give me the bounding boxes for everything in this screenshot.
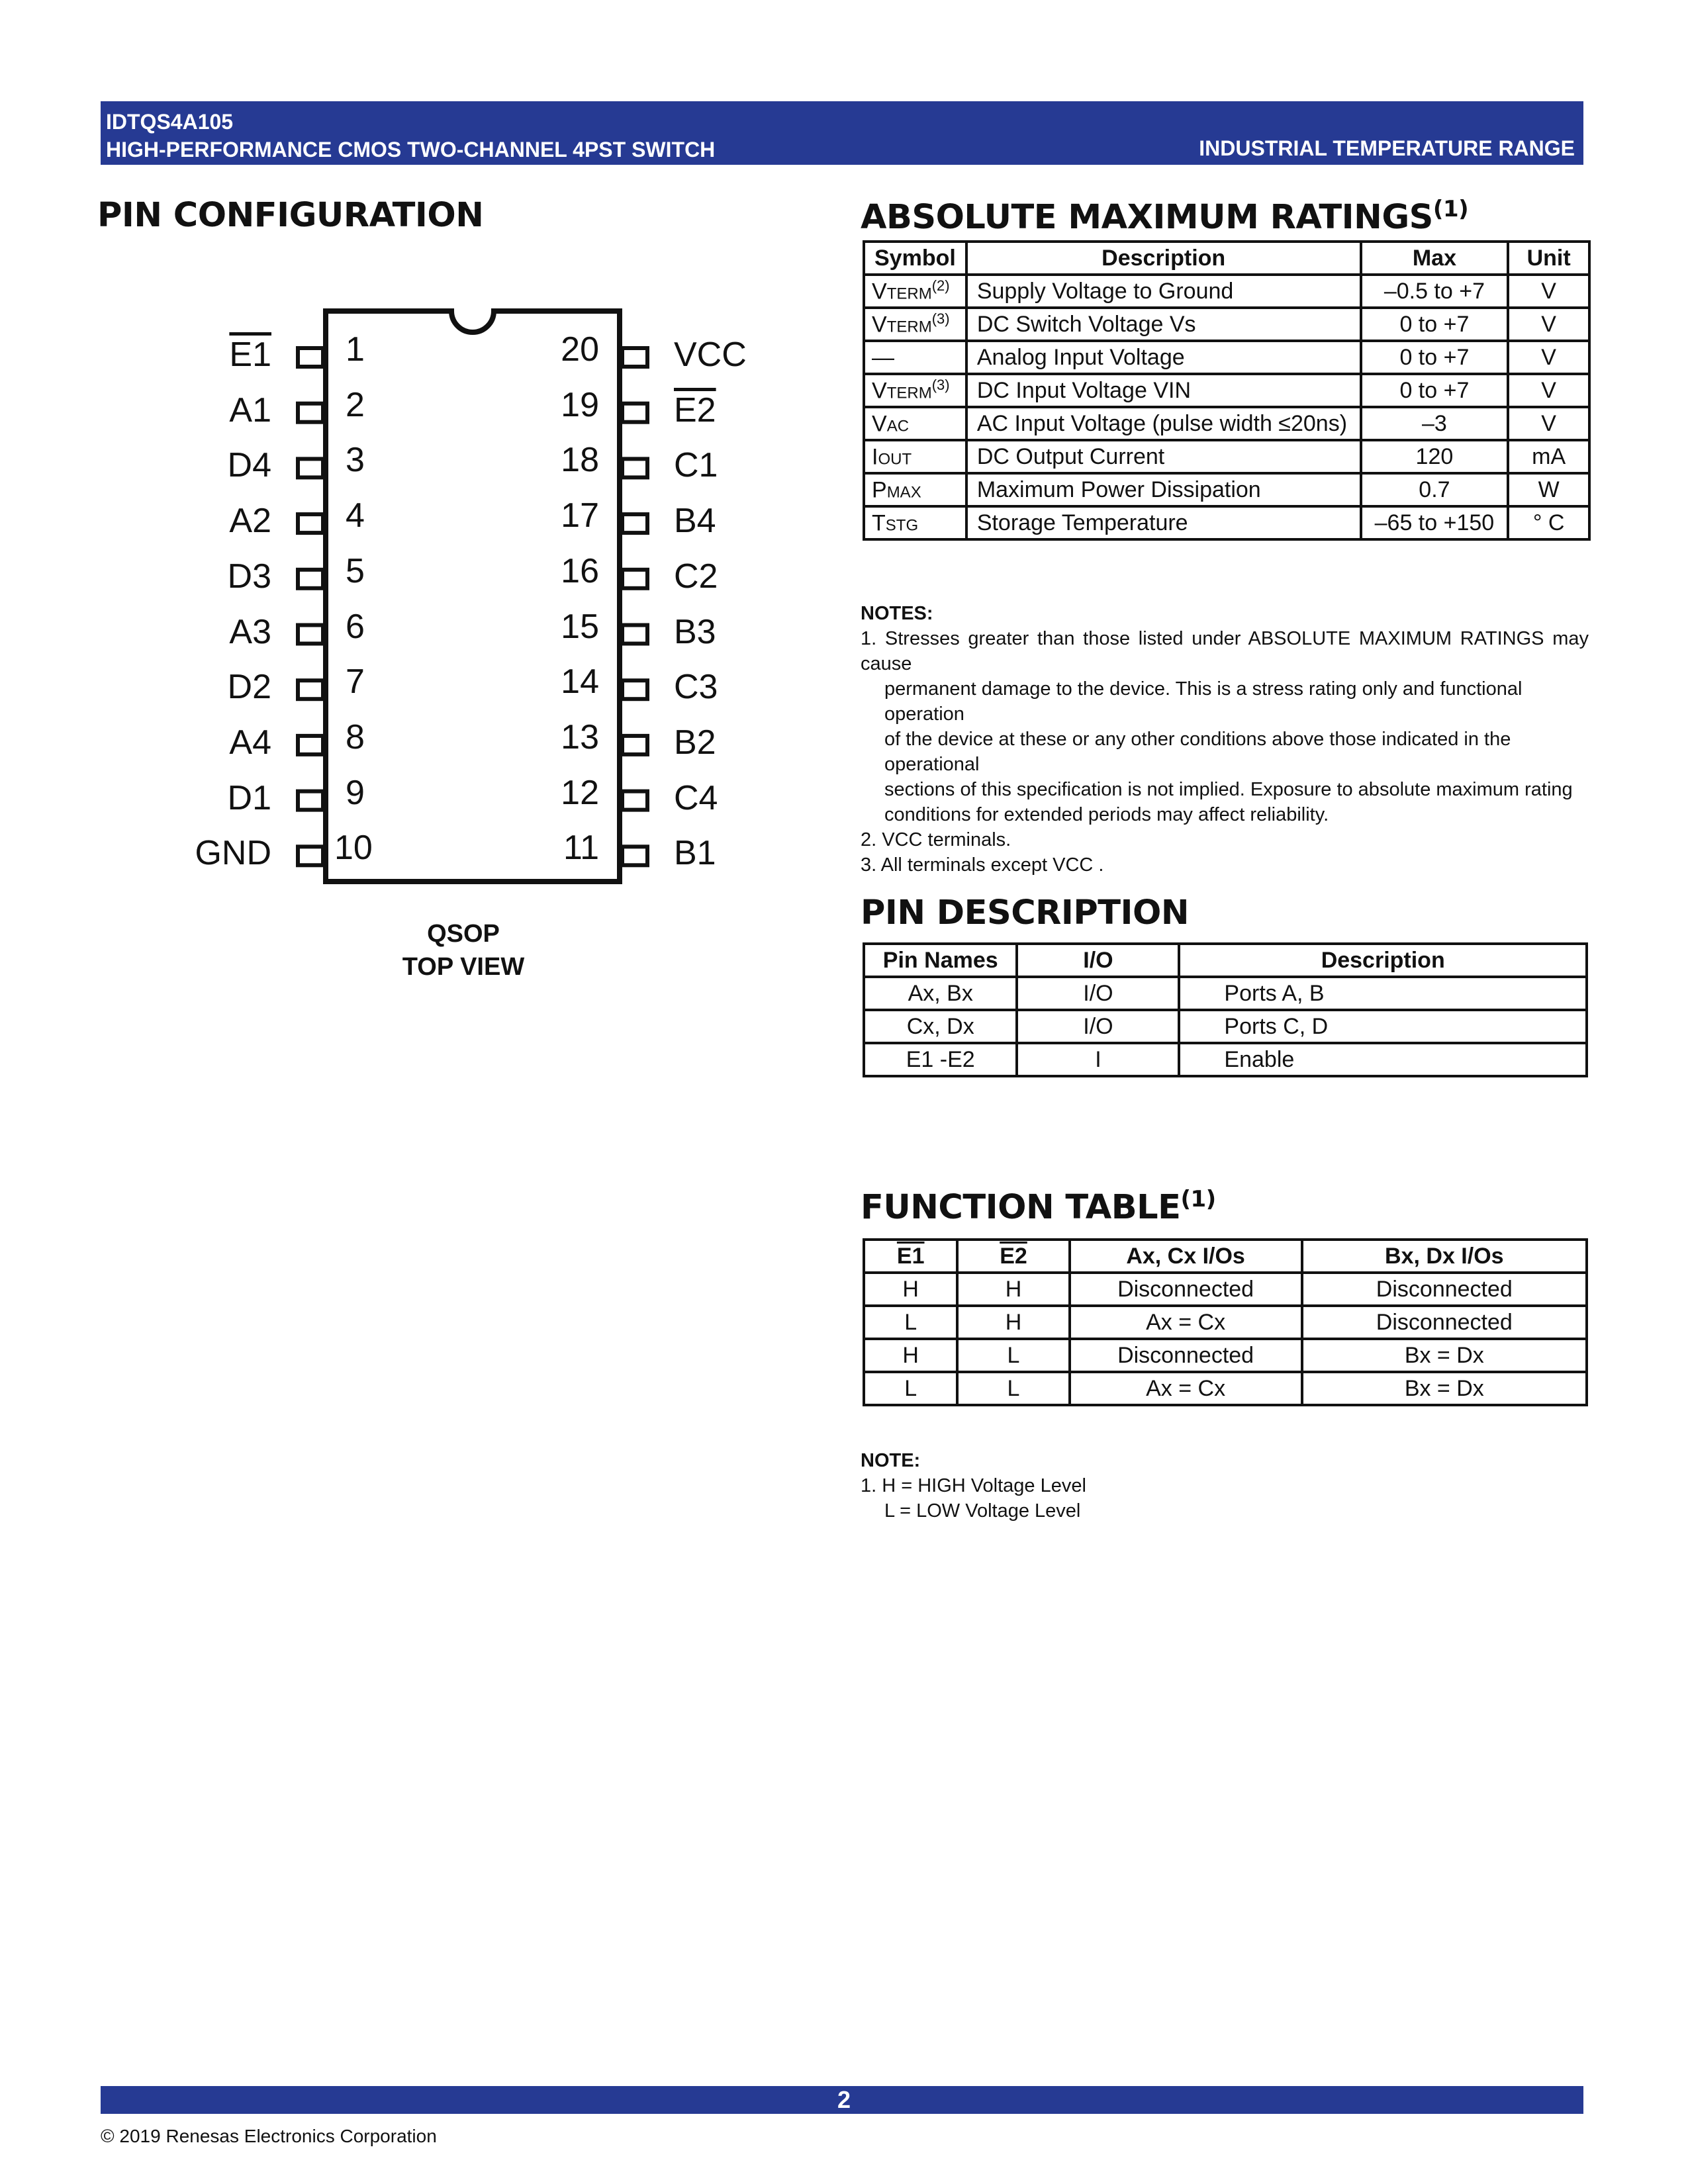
pin-name-right: VCC <box>674 336 747 374</box>
table-row <box>864 473 1589 506</box>
amr-header: Symbol <box>864 242 966 275</box>
func-cell: Ax = Cx <box>1070 1306 1302 1339</box>
note-line: 3. All terminals except VCC . <box>861 854 1104 876</box>
note-line: of the device at these or any other conditions above those indicated in the operational <box>884 729 1511 775</box>
document-title: HIGH-PERFORMANCE CMOS TWO-CHANNEL 4PST SWITCH <box>106 138 716 161</box>
pin-io: I/O <box>1017 977 1179 1010</box>
pin-name-left: D1 <box>227 778 271 817</box>
func-cell: H <box>864 1339 957 1372</box>
func-cell: L <box>864 1306 957 1339</box>
symbol-cell: PMAX <box>864 473 966 506</box>
table-row <box>864 1043 1587 1076</box>
pin-desc-header-row <box>864 944 1587 977</box>
pin-stub <box>622 570 647 588</box>
pin-stub <box>622 514 647 533</box>
func-cell: Disconnected <box>1302 1306 1587 1339</box>
description-cell: Analog Input Voltage <box>966 341 1361 374</box>
symbol-cell: TSTG <box>864 506 966 539</box>
pin-desc-header: I/O <box>1017 944 1179 977</box>
func-cell: Disconnected <box>1070 1339 1302 1372</box>
symbol-cell: VTERM$^{(2)}$ <box>864 275 966 308</box>
func-header-e1: E1 <box>864 1240 957 1273</box>
pin-stub <box>298 348 323 367</box>
unit-cell: V <box>1508 341 1589 374</box>
pin-name-right: B2 <box>674 723 716 762</box>
note-title: NOTE: <box>861 1450 921 1471</box>
max-cell: 0 to +7 <box>1361 374 1509 407</box>
temperature-range: INDUSTRIAL TEMPERATURE RANGE <box>1199 136 1575 160</box>
func-cell: L <box>957 1372 1069 1405</box>
table-row <box>864 440 1589 473</box>
unit-cell: W <box>1508 473 1589 506</box>
amr-header: Unit <box>1508 242 1589 275</box>
pin-description: Enable <box>1179 1043 1587 1076</box>
amr-header: Description <box>966 242 1361 275</box>
table-row <box>864 1339 1587 1372</box>
symbol-cell: VTERM$^{(3)}$ <box>864 374 966 407</box>
pin-stub <box>298 459 323 477</box>
pin-stub <box>298 792 323 810</box>
pin-number-right: 17 <box>561 496 599 535</box>
table-row <box>864 1010 1587 1043</box>
unit-cell: mA <box>1508 440 1589 473</box>
table-row <box>864 1273 1587 1306</box>
pin-name: Ax, Bx <box>864 977 1017 1010</box>
description-cell: AC Input Voltage (pulse width ≤20ns) <box>966 407 1361 440</box>
pin-number-left: 3 <box>346 441 365 480</box>
pin-name-left: A4 <box>229 723 271 762</box>
pin-number-right: 16 <box>561 551 599 590</box>
pin-stub <box>622 846 647 865</box>
note-line: conditions for extended periods may affect reliability. <box>884 804 1329 825</box>
pin-number-left: 6 <box>346 607 365 646</box>
pin-desc-header: Description <box>1179 944 1587 977</box>
pin-stub <box>622 680 647 699</box>
pin-config-title: PIN CONFIGURATION <box>97 196 484 235</box>
amr-table <box>863 240 1591 541</box>
func-cell: L <box>864 1372 957 1405</box>
table-row <box>864 1372 1587 1405</box>
table-row <box>864 374 1589 407</box>
unit-cell: ° C <box>1508 506 1589 539</box>
amr-title: ABSOLUTE MAXIMUM RATINGS$^{(1)}$ <box>861 196 1469 237</box>
func-cell: H <box>864 1273 957 1306</box>
pin-number-right: 18 <box>561 441 599 480</box>
pin-number-left: 9 <box>346 773 365 812</box>
func-header: Bx, Dx I/Os <box>1302 1240 1587 1273</box>
amr-header: Max <box>1361 242 1509 275</box>
notes-title: NOTES: <box>861 603 933 624</box>
pin-stub <box>298 680 323 699</box>
unit-cell: V <box>1508 407 1589 440</box>
pin-stub <box>298 404 323 422</box>
func-cell: Bx = Dx <box>1302 1339 1587 1372</box>
pin-stub <box>298 514 323 533</box>
note-line: 1. H = HIGH Voltage Level <box>861 1475 1086 1496</box>
pin-name-left: D2 <box>227 668 271 707</box>
pin-number-right: 20 <box>561 330 599 369</box>
amr-header-row <box>864 242 1589 275</box>
func-notes <box>861 1448 1086 1524</box>
pin-number-right: 11 <box>563 829 599 868</box>
pin-description: Ports A, B <box>1179 977 1587 1010</box>
pin-stub <box>622 404 647 422</box>
pin-name-left: D4 <box>227 446 271 485</box>
note-line: 2. VCC terminals. <box>861 829 1011 850</box>
description-cell: DC Switch Voltage Vs <box>966 308 1361 341</box>
pin-number-left: 5 <box>346 551 365 590</box>
pin-stub <box>622 459 647 477</box>
pin-number-left: 4 <box>346 496 365 535</box>
func-cell: H <box>957 1273 1069 1306</box>
pin-stub <box>622 625 647 644</box>
page-number: 2 <box>837 2086 851 2113</box>
pin-name-left: A2 <box>229 502 271 541</box>
function-table <box>863 1238 1588 1406</box>
pin-number-right: 12 <box>561 773 599 812</box>
max-cell: 0 to +7 <box>1361 341 1509 374</box>
description-cell: DC Output Current <box>966 440 1361 473</box>
max-cell: –3 <box>1361 407 1509 440</box>
max-cell: –0.5 to +7 <box>1361 275 1509 308</box>
description-cell: Storage Temperature <box>966 506 1361 539</box>
description-cell: DC Input Voltage VIN <box>966 374 1361 407</box>
symbol-cell: — <box>864 341 966 374</box>
pin-number-right: 14 <box>561 662 599 702</box>
pin-desc-title: PIN DESCRIPTION <box>861 893 1190 933</box>
pin-description: Ports C, D <box>1179 1010 1587 1043</box>
pin-number-left: 8 <box>346 717 365 756</box>
func-table-title: FUNCTION TABLE$^{(1)}$ <box>861 1186 1216 1227</box>
note-line: L = LOW Voltage Level <box>884 1500 1081 1522</box>
symbol-cell: VAC <box>864 407 966 440</box>
package-label: QSOP <box>427 920 500 948</box>
table-row <box>864 407 1589 440</box>
table-row <box>864 1306 1587 1339</box>
pin-number-right: 13 <box>561 717 599 756</box>
part-number: IDTQS4A105 <box>106 110 234 134</box>
view-label: TOP VIEW <box>402 953 525 981</box>
table-row <box>864 506 1589 539</box>
pin-name-left: E1 <box>229 336 271 374</box>
max-cell: 120 <box>1361 440 1509 473</box>
func-header: Ax, Cx I/Os <box>1070 1240 1302 1273</box>
pin-number-right: 19 <box>561 385 599 424</box>
symbol-cell: VTERM$^{(3)}$ <box>864 308 966 341</box>
note-line: 1. Stresses greater than those listed under ABSOLUTE MAXIMUM RATINGS may cause <box>861 628 1589 674</box>
pin-desc-table <box>863 942 1588 1077</box>
pin-stub <box>622 736 647 754</box>
copyright: © 2019 Renesas Electronics Corporation <box>101 2126 437 2146</box>
pin-name-right: B3 <box>674 612 716 651</box>
symbol-cell: IOUT <box>864 440 966 473</box>
func-cell: Disconnected <box>1302 1273 1587 1306</box>
pin-io: I/O <box>1017 1010 1179 1043</box>
pin-stub <box>622 792 647 810</box>
pin-stub <box>298 846 323 865</box>
note-line: sections of this specification is not implied. Exposure to absolute maximum rating <box>884 779 1573 800</box>
pin-stub <box>298 570 323 588</box>
pin-stub <box>298 625 323 644</box>
pin-name: E1 -E2 <box>864 1043 1017 1076</box>
pin-name-right: C3 <box>674 668 718 707</box>
pin-name-right: C1 <box>674 446 718 485</box>
func-header-e2: E2 <box>957 1240 1069 1273</box>
table-row <box>864 275 1589 308</box>
pin-name-right: E2 <box>674 390 716 430</box>
pin-stub <box>298 736 323 754</box>
func-cell: L <box>957 1339 1069 1372</box>
pin-io: I <box>1017 1043 1179 1076</box>
pin-number-left: 7 <box>346 662 365 702</box>
func-cell: H <box>957 1306 1069 1339</box>
pin-number-left: 2 <box>346 385 365 424</box>
func-cell: Disconnected <box>1070 1273 1302 1306</box>
pin-name: Cx, Dx <box>864 1010 1017 1043</box>
amr-notes <box>861 601 1589 878</box>
unit-cell: V <box>1508 308 1589 341</box>
max-cell: 0.7 <box>1361 473 1509 506</box>
pin-name-right: B1 <box>674 834 716 873</box>
pin-name-left: GND <box>195 834 271 873</box>
pin-number-left: 1 <box>346 330 365 369</box>
func-cell: Bx = Dx <box>1302 1372 1587 1405</box>
unit-cell: V <box>1508 374 1589 407</box>
note-line: permanent damage to the device. This is a stress rating only and functional operation <box>884 678 1523 725</box>
pin-desc-header: Pin Names <box>864 944 1017 977</box>
pin-name-left: A3 <box>229 612 271 651</box>
pin-name-right: C4 <box>674 778 718 817</box>
func-cell: Ax = Cx <box>1070 1372 1302 1405</box>
pin-number-right: 15 <box>561 607 599 646</box>
pin-number-left: 10 <box>334 829 373 868</box>
description-cell: Maximum Power Dissipation <box>966 473 1361 506</box>
pin-name-right: C2 <box>674 557 718 596</box>
max-cell: 0 to +7 <box>1361 308 1509 341</box>
pin-stub <box>622 348 647 367</box>
table-row <box>864 341 1589 374</box>
max-cell: –65 to +150 <box>1361 506 1509 539</box>
unit-cell: V <box>1508 275 1589 308</box>
pin-name-left: A1 <box>229 390 271 430</box>
table-row <box>864 308 1589 341</box>
table-row <box>864 977 1587 1010</box>
pin-name-left: D3 <box>227 557 271 596</box>
func-header-row <box>864 1240 1587 1273</box>
description-cell: Supply Voltage to Ground <box>966 275 1361 308</box>
pin-name-right: B4 <box>674 502 716 541</box>
